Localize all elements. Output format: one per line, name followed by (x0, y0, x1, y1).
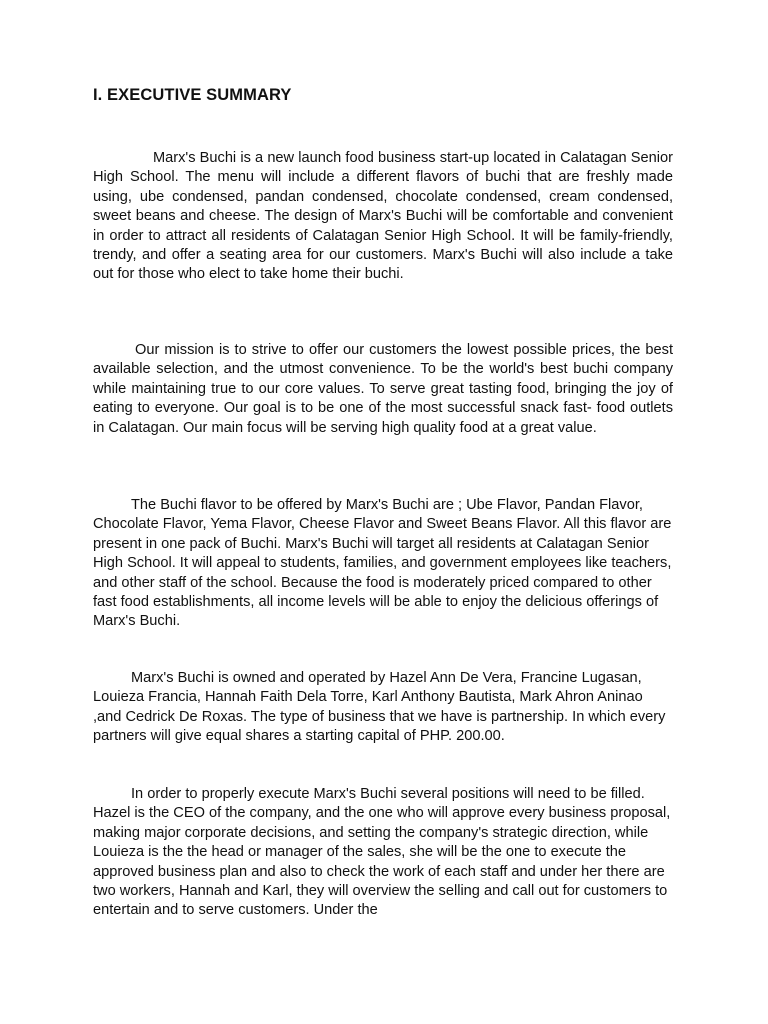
paragraph-flavors: The Buchi flavor to be offered by Marx's Buchi are ; Ube Flavor, Pandan Flavor, Chocolate Flavor, Yema Flavor, Cheese Flavor and Sweet Beans Flavor. All this flavor are present in one pack of Buchi. Marx's Buchi will target all residents at Calatagan Senior High School. It will appeal to students, families, and government employees like teachers, and other staff of the school. Because the food is moderately priced compared to other fast food establishments, all income levels will be able to enjoy the delicious offerings of Marx's Buchi. (93, 497, 672, 630)
paragraph-overview: Marx's Buchi is a new launch food business start-up located in Calatagan Senior High School. The menu will include a different flavors of buchi that are freshly made using, ube condensed, pandan condensed, chocolate condensed, cream condensed, sweet beans and cheese. The design of Marx's Buchi will be comfortable and convenient in order to attract all residents of Calatagan Senior High School. It will be family-friendly, trendy, and offer a seating area for our customers. Marx's Buchi will also include a take out for those who elect to take home their buchi. (93, 150, 673, 283)
section-heading: I. EXECUTIVE SUMMARY (93, 86, 292, 104)
paragraph-ownership: Marx's Buchi is owned and operated by Hazel Ann De Vera, Francine Lugasan, Louieza Francia, Hannah Faith Dela Torre, Karl Anthony Bautista, Mark Ahron Aninao ,and Cedrick De Roxas. The type of business that we have is partnership. In which every partners will give equal shares a starting capital of PHP. 200.00. (93, 670, 666, 745)
paragraph-mission: Our mission is to strive to offer our customers the lowest possible prices, the best available selection, and the utmost convenience. To be the world's best buchi company while maintaining true to our core values. To serve great tasting food, bringing the joy of eating to everyone. Our goal is to be one of the most successful snack fast- food outlets in Calatagan. Our main focus will be serving high quality food at a great value. (93, 342, 673, 436)
paragraph-positions: In order to properly execute Marx's Buchi several positions will need to be filled. Hazel is the CEO of the company, and the one who will approve every business proposal, making major corporate decisions, and setting the company's strategic direction, while Louieza is the the head or manager of the sales, she will be the one to execute the approved business plan and also to check the work of each staff and under her there are two workers, Hannah and Karl, they will overview the selling and call out for customers to entertain and to serve customers. Under the (93, 786, 671, 919)
